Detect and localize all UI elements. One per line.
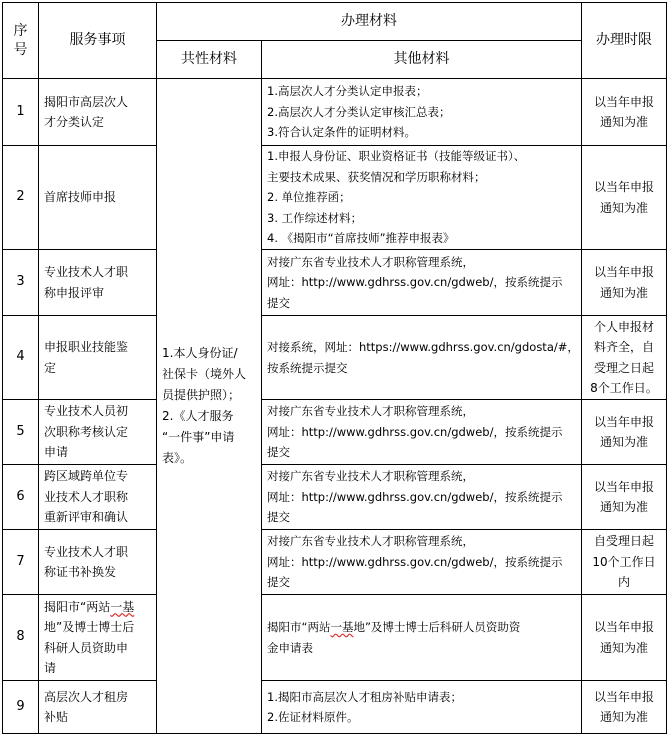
time-limit [582,681,667,734]
spellcheck-mark: 一基 [330,620,354,634]
time-line: 10个工作日 [592,554,656,569]
other-line: 对接系统，网址：https://www.gdhrss.gov.cn/gdosta/#， [267,340,579,354]
header-seq-line1: 序 [13,22,28,39]
service-item [39,465,157,530]
service-line: 揭阳市“两站一基 [44,599,135,614]
service-line: 揭阳市高层次人 [44,94,129,109]
other-materials [262,79,582,146]
other-materials [262,250,582,316]
service-line: 高层次人才租房 [44,689,129,704]
other-line: 金申请表 [267,640,313,655]
other-materials [262,316,582,400]
time-limit [582,146,667,250]
service-line: 重新评审和确认 [44,510,129,525]
other-line: 1.高层次人才分类认定申报表； [267,84,428,99]
service-line: 专业技术人才职 [44,265,129,279]
other-materials [262,681,582,734]
header-common: 共性材料 [157,41,262,79]
time-limit [582,250,667,316]
service-item [39,250,157,316]
service-line: 申请 [44,445,69,460]
service-item [39,316,157,400]
time-line: 8个工作日。 [590,381,658,395]
other-line: 2. 单位推荐函； [267,190,351,205]
common-line: “一件事”申请 [162,430,235,444]
common-line: 社保卡（境外人 [162,367,247,381]
row-number: 1 [3,79,39,146]
other-line: 对接广东省专业技术人才职称管理系统， [267,404,474,419]
service-line: 首席技师申报 [44,190,117,205]
service-line: 跨区域跨单位专 [44,469,129,484]
row-number: 4 [3,316,39,400]
time-line: 通知为准 [599,200,648,215]
header-seq [3,3,39,79]
table-row [3,400,667,465]
service-line: 补贴 [44,710,69,724]
time-line: 通知为准 [599,435,648,449]
time-line: 以当年申报 [593,94,654,109]
other-materials [262,400,582,465]
row-number: 7 [3,530,39,595]
table-row [3,465,667,530]
other-line: 1.揭阳市高层次人才租房补贴申请表； [267,689,462,704]
time-line: 通知为准 [599,115,648,129]
service-item [39,530,157,595]
time-line: 通知为准 [599,500,648,514]
other-materials [262,530,582,595]
time-line: 受理之日起 [593,360,654,375]
row-number: 8 [3,595,39,681]
time-limit [582,530,667,595]
other-line: 按系统提示提交 [267,360,348,375]
time-line: 以当年申报 [593,620,654,634]
time-line: 内 [617,575,630,590]
service-table [2,2,667,734]
other-line: 对接广东省专业技术人才职称管理系统， [267,534,474,549]
header-time: 办理时限 [582,3,667,79]
row-number: 5 [3,400,39,465]
other-line: 网址：http://www.gdhrss.gov.cn/gdweb/，按系统提示 [267,554,563,569]
service-item [39,595,157,681]
other-line: 提交 [267,295,290,310]
service-line: 才分类认定 [44,115,105,129]
row-number: 3 [3,250,39,316]
other-line: 提交 [267,510,290,525]
common-line: 表》。 [162,451,193,465]
other-materials [262,146,582,250]
service-line: 地”及博士博士后 [44,620,135,634]
service-line: 称证书补换发 [44,565,117,579]
table-row [3,530,667,595]
other-materials [262,595,582,681]
service-line: 申报职业技能鉴 [44,340,129,354]
other-line: 提交 [267,445,290,460]
table-row [3,681,667,734]
table-row [3,316,667,400]
header-seq-line2: 号 [13,41,28,58]
time-line: 以当年申报 [593,689,654,704]
service-item [39,79,157,146]
header-row-1 [3,3,667,41]
time-line: 个人申报材 [593,319,654,334]
other-line: 提交 [267,575,290,590]
table-row [3,250,667,316]
other-materials [262,465,582,530]
service-item [39,146,157,250]
time-limit [582,316,667,400]
row-number: 6 [3,465,39,530]
time-limit [582,400,667,465]
time-limit [582,79,667,146]
time-line: 料齐全，自 [593,340,654,354]
service-item [39,400,157,465]
table-row [3,79,667,146]
other-line: 对接广东省专业技术人才职称管理系统， [267,254,474,269]
time-line: 通知为准 [599,640,648,655]
time-line: 以当年申报 [593,479,654,494]
common-line: 员提供护照）； [162,388,241,402]
service-line: 定 [44,360,57,375]
other-line: 2.高层次人才分类认定审核汇总表； [267,104,451,119]
time-line: 自受理日起 [593,534,654,549]
other-line: 1.申报人身份证、职业资格证书（技能等级证书）、 [267,149,526,164]
header-other: 其他材料 [262,41,582,79]
common-line: 1.本人身份证/ [162,346,238,360]
service-line: 请 [44,661,57,675]
other-line: 网址：http://www.gdhrss.gov.cn/gdweb/，按系统提示 [267,489,563,504]
time-line: 以当年申报 [593,414,654,429]
table-row [3,146,667,250]
row-number: 9 [3,681,39,734]
other-line: 网址：http://www.gdhrss.gov.cn/gdweb/，按系统提示 [267,275,563,290]
other-line: 主要技术成果、获奖情况和学历职称材料； [267,169,486,184]
other-line: 3. 工作综述材料； [267,210,363,225]
time-line: 以当年申报 [593,265,654,279]
time-line: 通知为准 [599,710,648,724]
common-line: 2.《人才服务 [162,409,234,423]
table-row [3,595,667,681]
spellcheck-mark: 一基 [110,599,135,614]
common-materials [157,79,262,734]
other-line: 对接广东省专业技术人才职称管理系统， [267,469,474,484]
service-line: 专业技术人员初 [44,404,129,419]
other-line: 4. 《揭阳市“首席技师”推荐申报表》 [267,231,455,246]
service-line: 专业技术人才职 [44,544,129,559]
service-line: 次职称考核认定 [44,424,129,439]
service-item [39,681,157,734]
other-line: 网址：http://www.gdhrss.gov.cn/gdweb/，按系统提示 [267,424,563,439]
service-line: 科研人员资助申 [44,640,129,655]
service-line: 业技术人才职称 [44,489,129,504]
other-line: 揭阳市“两站一基地”及博士博士后科研人员资助资 [267,620,521,634]
header-service: 服务事项 [39,3,157,79]
time-limit [582,595,667,681]
row-number: 2 [3,146,39,250]
time-line: 以当年申报 [593,180,654,194]
time-line: 通知为准 [599,285,648,300]
header-materials: 办理材料 [157,3,582,41]
time-limit [582,465,667,530]
other-line: 3.符合认定条件的证明材料。 [267,125,416,140]
other-line: 2.佐证材料原件。 [267,710,359,724]
service-line: 称申报评审 [44,285,105,300]
